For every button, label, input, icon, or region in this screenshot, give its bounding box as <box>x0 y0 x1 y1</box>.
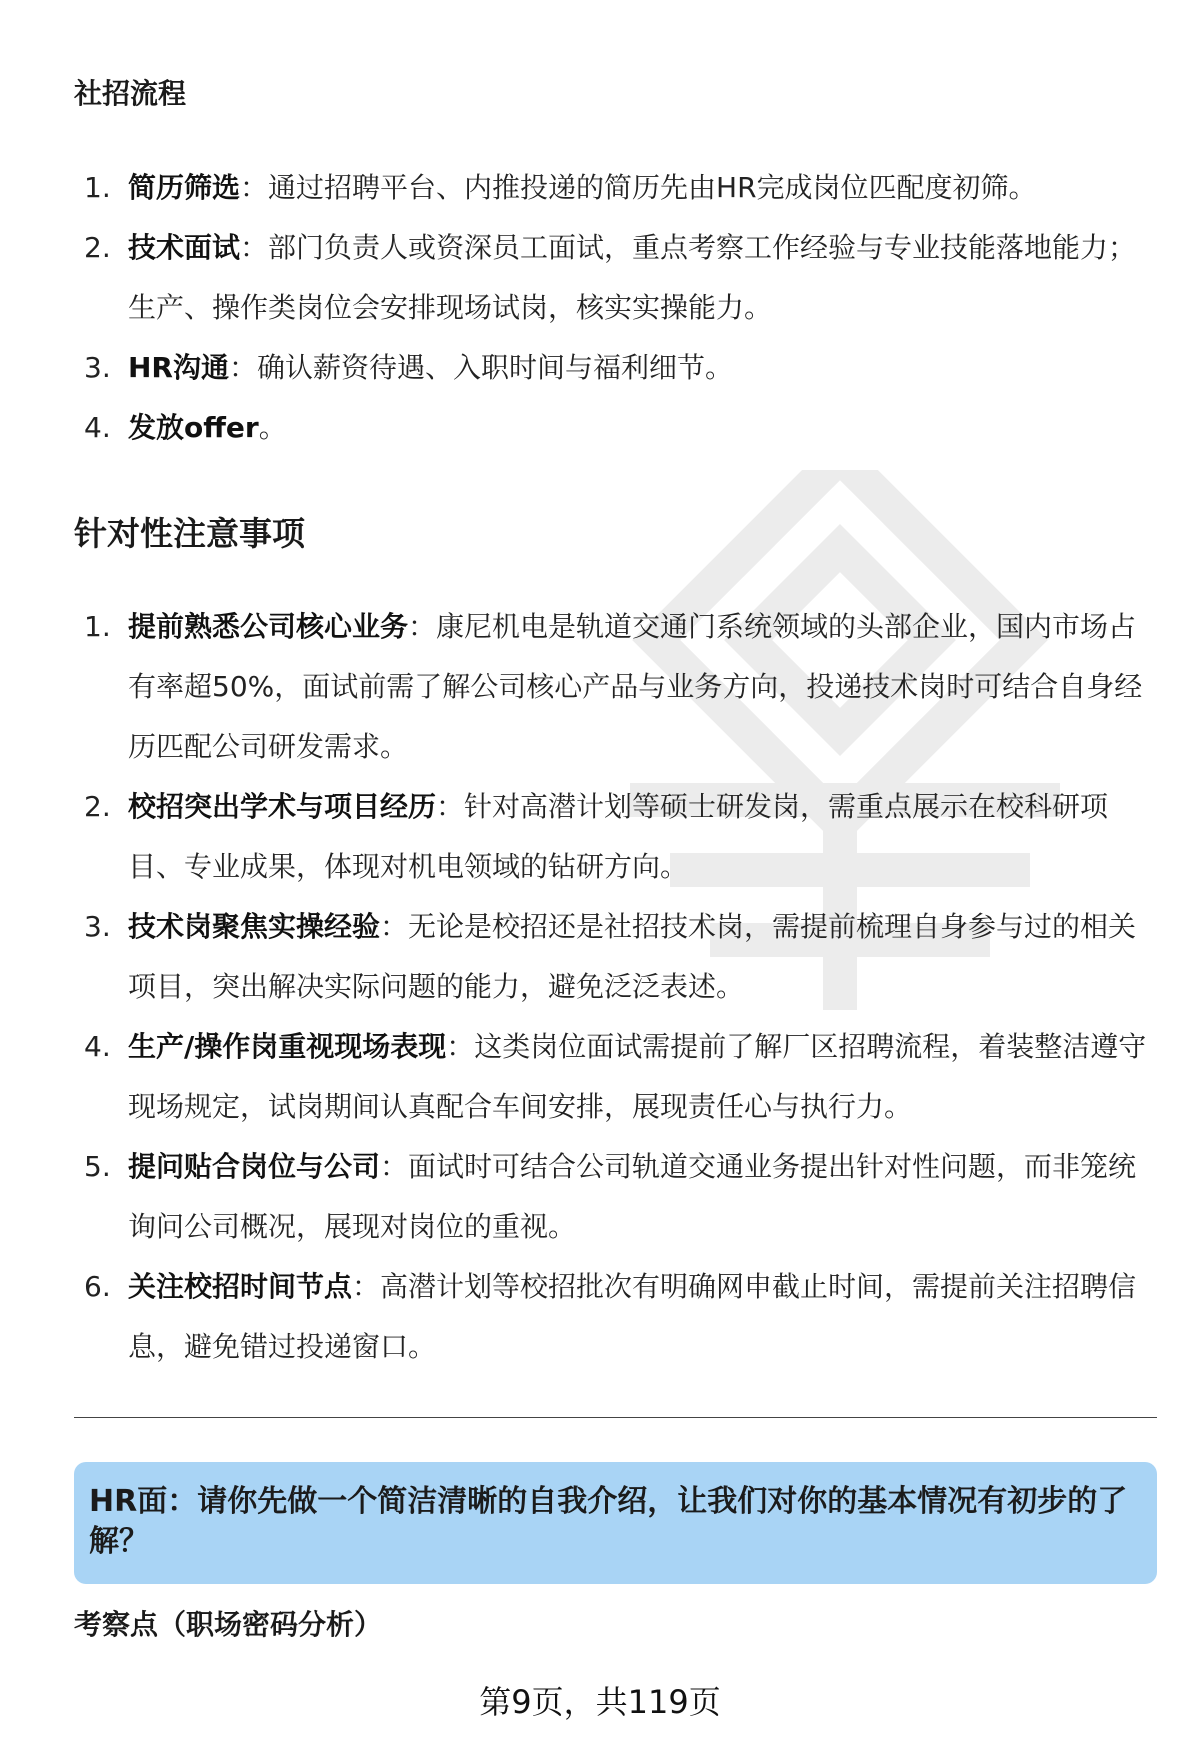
list-number: 4. <box>84 411 111 444</box>
analysis-title: 考察点（职场密码分析） <box>74 1608 383 1641</box>
list-item-keyword: 提前熟悉公司核心业务 <box>128 610 409 643</box>
list-item <box>0 777 1160 897</box>
divider <box>74 1417 1157 1418</box>
list-number: 3. <box>84 910 111 943</box>
list-item-text: ：无论是校招还是社招技术岗，需提前梳理自身参与过的相关项目，突出解决实际问题的能力，避免泛泛表述。 <box>128 910 1137 1003</box>
list-item <box>0 218 1160 338</box>
list-number: 1. <box>84 610 111 643</box>
list-number: 6. <box>84 1270 111 1303</box>
hr-question-text: HR面：请你先做一个简洁清晰的自我介绍，让我们对你的基本情况有初步的了解？ <box>89 1484 1128 1559</box>
list-number: 2. <box>84 231 111 264</box>
list-item <box>0 897 1160 1017</box>
list-number: 4. <box>84 1030 111 1063</box>
list-item-text: ：通过招聘平台、内推投递的简历先由HR完成岗位匹配度初筛。 <box>240 171 1037 204</box>
list-number: 2. <box>84 790 111 823</box>
list-number: 1. <box>84 171 111 204</box>
list-item <box>0 398 1160 458</box>
notes-list <box>0 597 1160 1377</box>
list-item-text: ：康尼机电是轨道交通门系统领域的头部企业，国内市场占有率超50%，面试前需了解公司核心产品与业务方向，投递技术岗时可结合自身经历匹配公司研发需求。 <box>128 610 1143 763</box>
list-item-text: ：面试时可结合公司轨道交通业务提出针对性问题，而非笼统询问公司概况，展现对岗位的重视。 <box>128 1150 1137 1243</box>
list-item-keyword: 技术岗聚焦实操经验 <box>128 910 381 943</box>
list-item <box>0 1257 1160 1377</box>
social-hiring-steps-list <box>0 158 1160 458</box>
section-title-social-hiring: 社招流程 <box>74 77 187 110</box>
list-item <box>0 597 1160 777</box>
list-number: 3. <box>84 351 111 384</box>
list-item-text: ：部门负责人或资深员工面试，重点考察工作经验与专业技能落地能力；生产、操作类岗位会安排现场试岗，核实实操能力。 <box>128 231 1137 324</box>
list-item-keyword: HR沟通 <box>128 351 229 384</box>
list-item <box>0 158 1160 218</box>
list-item <box>0 1017 1160 1137</box>
list-item-keyword: 技术面试 <box>128 231 241 264</box>
list-item-keyword: 校招突出学术与项目经历 <box>128 790 437 823</box>
list-item-keyword: 生产/操作岗重视现场表现 <box>128 1030 447 1063</box>
list-item-keyword: 提问贴合岗位与公司 <box>128 1150 381 1183</box>
page-number-footer: 第9页，共119页 <box>479 1683 721 1721</box>
list-item-text: ：高潜计划等校招批次有明确网申截止时间，需提前关注招聘信息，避免错过投递窗口。 <box>128 1270 1137 1363</box>
section-title-notes: 针对性注意事项 <box>74 514 305 553</box>
list-item-keyword: 发放offer <box>128 411 259 444</box>
hr-question-box <box>74 1462 1157 1584</box>
list-item-keyword: 关注校招时间节点 <box>128 1270 353 1303</box>
list-item-text: ：针对高潜计划等硕士研发岗，需重点展示在校科研项目、专业成果，体现对机电领域的钻研方向。 <box>128 790 1109 883</box>
list-item-keyword: 简历筛选 <box>128 171 241 204</box>
list-item <box>0 338 1160 398</box>
list-number: 5. <box>84 1150 111 1183</box>
list-item <box>0 1137 1160 1257</box>
list-item-text: ：这类岗位面试需提前了解厂区招聘流程，着装整洁遵守现场规定，试岗期间认真配合车间安排，展现责任心与执行力。 <box>128 1030 1147 1123</box>
list-item-text: 。 <box>258 411 287 444</box>
list-item-text: ：确认薪资待遇、入职时间与福利细节。 <box>229 351 734 384</box>
